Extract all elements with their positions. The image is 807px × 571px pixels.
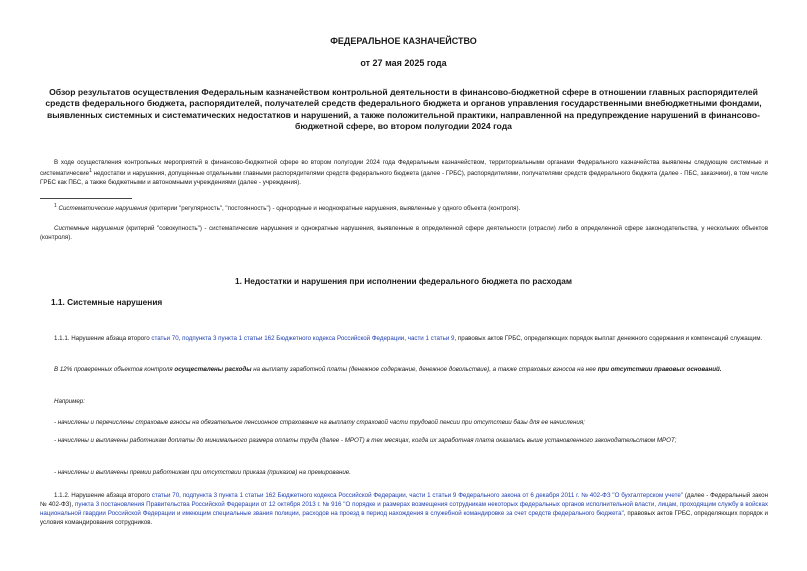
p3-text-b: на выплату заработной платы (денежное содержание, денежное довольствие), а также страховых взносов на нее bbox=[251, 366, 598, 373]
document-date: от 27 мая 2025 года bbox=[360, 58, 447, 68]
footnote-1-marker: 1 bbox=[54, 203, 57, 209]
footnote-1-term: Систематические нарушения bbox=[58, 205, 148, 213]
section-1-1-heading: 1.1. Системные нарушения bbox=[51, 297, 163, 307]
footnote-1-text: (критерии "регулярность", "постоянность") - однородные и неоднократные нарушения, выявленные у одного объекта (контроля). bbox=[147, 205, 521, 213]
paragraph-12-percent bbox=[40, 365, 768, 374]
footnote-2 bbox=[40, 224, 768, 242]
intro-paragraph bbox=[40, 158, 768, 187]
example-item-1: - начислены и перечислены страховые взносы на обязательное пенсионное страхование на выплату страховой части трудовой пенсии при отсутствии базы для ее начисления; bbox=[54, 419, 585, 426]
link-resolution-916[interactable]: пункта 3 постановления Правительства Российской Федерации от 12 октября 2013 г. № 916 "О порядке и размерах возмещения сотрудникам некоторых федеральных органов исполнительной власти, лицам, проходящим службу в войсках национальной гвардии Российской Федерации и имеющим специальные звания полиции, расходов на проезд в период нахождения в служебной командировке за счет средств федерального бюджета" bbox=[40, 501, 768, 518]
p3-bold-2: при отсутствии правовых оснований. bbox=[597, 366, 722, 373]
agency-heading: ФЕДЕРАЛЬНОЕ КАЗНАЧЕЙСТВО bbox=[330, 36, 477, 46]
example-item-3: - начислены и выплачены премии работникам при отсутствии приказа (приказов) на премирование. bbox=[54, 469, 351, 476]
document-title: Обзор результатов осуществления Федеральным казначейством контрольной деятельности в финансово-бюджетной сфере в отношении главных распорядителей средств федерального бюджета, распорядителей, получателей средств федерального бюджета и органов управления государственными внебюджетными фондами, выявленных системных и систематических недостатков и нарушений, а также положительной практики, направленной на предупреждение нарушений в финансово-бюджетной сфере, во втором полугодии 2024 года bbox=[45, 87, 762, 131]
p3-text-a: В 12% проверенных объектов контроля bbox=[54, 366, 175, 373]
intro-text-b: недостатки и нарушения, допущенные отдельными главными распорядителями средств федерального бюджета (далее - ГРБС), распорядителями, получателями средств федерального бюджета (далее - ПБС, заказчики), в том числе ГРБС как ПБС, а также бюджетными и автономными учреждениями (далее - учреждения). bbox=[40, 170, 768, 187]
footnote-2-term: Системные нарушения bbox=[54, 225, 124, 232]
p2-text-a: 1.1.1. Нарушение абзаца второго bbox=[54, 335, 152, 342]
paragraph-1-1-2 bbox=[40, 491, 768, 527]
footnote-2-text: (критерий "совокупность") - систематические нарушения и однократные нарушения, выявленные в определенной сфере деятельности (отрасли) либо в определенной сфере законодательства, у нескольких объектов (контроля). bbox=[40, 225, 768, 242]
footnote-marker[interactable]: 1 bbox=[89, 168, 92, 175]
footnote-1 bbox=[54, 202, 768, 213]
p8-text-a: 1.1.2. Нарушение абзаца второго bbox=[54, 492, 152, 499]
link-budget-code[interactable]: Бюджетного кодекса Российской Федерации bbox=[276, 335, 405, 342]
intro-text-a: В ходе осуществления контрольных мероприятий в финансово-бюджетной сфере во втором полугодии 2024 года Федеральным казначейством, территориальными органами Федерального казначейства выявлены следующие системные и систематические bbox=[40, 159, 768, 178]
p3-bold-1: осуществлены расходы bbox=[174, 366, 252, 373]
link-article-9[interactable]: части 1 статьи 9 bbox=[407, 335, 455, 342]
p2-sep-3: , bbox=[404, 335, 408, 342]
example-item-2: - начислены и выплачены работникам доплаты до минимального размера оплаты труда (далее - МРОТ) в тех месяцах, когда их заработная плата оказалась выше установленного законодательством МРОТ; bbox=[54, 437, 677, 444]
link-article-162[interactable]: подпункта 3 пункта 1 статьи 162 bbox=[182, 335, 275, 342]
p8-text-c: , правовых актов ГРБС, определяющих порядок и условия командирования сотрудников. bbox=[40, 510, 768, 527]
p8-text-b: (далее - Федеральный закон № 402-ФЗ), bbox=[40, 492, 768, 509]
paragraph-1-1-1 bbox=[40, 334, 768, 343]
link-law-402[interactable]: статьи 70, подпункта 3 пункта 1 статьи 162 Бюджетного кодекса Российской Федерации, части 1 статьи 9 Федерального закона от 6 декабря 2011 г. № 402-ФЗ "О бухгалтерском учете" bbox=[151, 492, 684, 499]
p2-sep-1: , bbox=[178, 335, 183, 342]
example-label: Например: bbox=[54, 398, 85, 405]
footnote-separator bbox=[40, 198, 132, 199]
p2-text-b: , правовых актов ГРБС, определяющих порядок выплат денежного содержания и компенсаций служащим. bbox=[454, 335, 763, 342]
link-article-70[interactable]: статьи 70 bbox=[151, 335, 179, 342]
section-1-heading: 1. Недостатки и нарушения при исполнении федерального бюджета по расходам bbox=[235, 276, 572, 286]
